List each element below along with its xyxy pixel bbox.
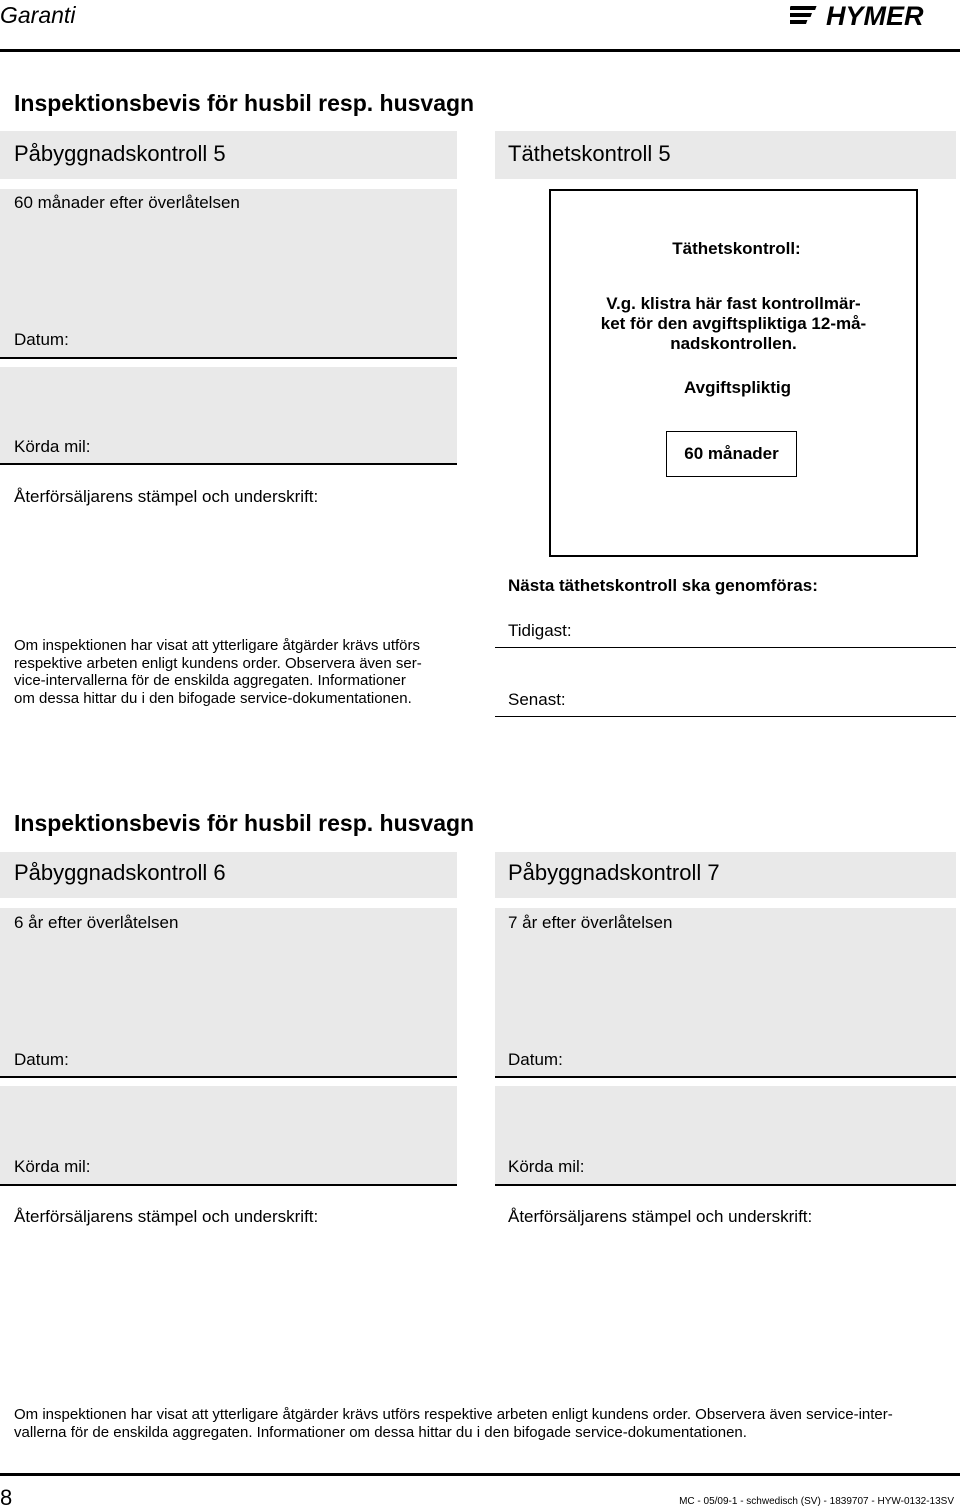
doc-code: MC - 05/09-1 - schwedisch (SV) - 1839707 - HYW-0132-13SV <box>679 1496 954 1507</box>
pk6-datum-line <box>0 1076 457 1078</box>
pk7-korda-line <box>495 1184 956 1186</box>
bottom-note-line: vallerna för de enskilda aggregaten. Informationer om dessa hittar du i den bifogade service-dokumentationen. <box>14 1423 747 1441</box>
bottom-note-line: Om inspektionen har visat att ytterligare åtgärder krävs utförs respektive arbeten enligt kundens order. Observera även service-inter- <box>14 1406 893 1423</box>
pk6-title: Påbyggnadskontroll 6 <box>14 860 226 885</box>
bottom-note <box>14 1406 954 1441</box>
page-number: 8 <box>0 1485 13 1510</box>
pk5-subtitle: 60 månader efter överlåtelsen <box>14 193 240 212</box>
tk5-title: Täthetskontroll 5 <box>508 141 671 166</box>
top-note-line: om dessa hittar du i den bifogade service-dokumentationen. <box>14 689 412 707</box>
pk5-korda-line <box>0 463 457 465</box>
top-note <box>14 637 454 707</box>
pk6-korda-line <box>0 1184 457 1186</box>
pk7-korda-label: Körda mil: <box>508 1157 585 1176</box>
top-note-line: Om inspektionen har visat att ytterligare åtgärder krävs utförs <box>14 637 421 654</box>
hymer-logo-text: HYMER <box>826 2 924 28</box>
pk6-korda-label: Körda mil: <box>14 1157 91 1176</box>
pk7-stamp-label: Återförsäljarens stämpel och underskrift: <box>508 1207 813 1226</box>
section-title-bottom: Inspektionsbevis för husbil resp. husvagn <box>14 810 475 836</box>
pk6-subtitle: 6 år efter överlåtelsen <box>14 913 179 932</box>
top-note-line: respektive arbeten enligt kundens order. Observera även ser- <box>14 654 422 672</box>
page-header-title: Garanti <box>0 2 76 28</box>
pk7-datum-label: Datum: <box>508 1050 563 1069</box>
section-title-top: Inspektionsbevis för husbil resp. husvagn <box>14 90 475 116</box>
tk5-latest-label: Senast: <box>508 690 566 709</box>
tk5-months-label: 60 månader <box>684 444 779 463</box>
pk6-stamp-label: Återförsäljarens stämpel och underskrift: <box>14 1207 319 1226</box>
pk5-korda-label: Körda mil: <box>14 437 91 456</box>
pk6-datum-label: Datum: <box>14 1050 69 1069</box>
tk5-earliest-label: Tidigast: <box>508 621 572 640</box>
pk5-datum-label: Datum: <box>14 330 69 349</box>
hymer-logo <box>790 2 958 28</box>
tk5-months-box <box>666 431 797 477</box>
pk7-title: Påbyggnadskontroll 7 <box>508 860 720 885</box>
tk5-box-note-line: ket för den avgiftspliktiga 12-må- <box>600 314 867 333</box>
tk5-box-note-line: nadskontrollen. <box>670 334 797 353</box>
pk5-stamp-label: Återförsäljarens stämpel och underskrift: <box>14 487 319 506</box>
pk5-title: Påbyggnadskontroll 5 <box>14 141 226 166</box>
tk5-box-note <box>551 294 916 354</box>
pk7-datum-line <box>495 1076 956 1078</box>
header-rule <box>0 49 960 52</box>
footer-rule <box>0 1473 960 1476</box>
tk5-earliest-line <box>495 647 956 648</box>
tk5-fee-label: Avgiftspliktig <box>683 378 792 397</box>
tk5-box-heading: Täthetskontroll: <box>672 239 801 258</box>
tk5-latest-line <box>495 716 956 717</box>
pk7-subtitle: 7 år efter överlåtelsen <box>508 913 673 932</box>
tk5-next-label: Nästa täthetskontroll ska genomföras: <box>508 576 818 595</box>
pk7-date-field <box>495 908 956 1077</box>
top-note-line: vice-intervallerna för de enskilda aggregaten. Informationer <box>14 672 406 689</box>
tk5-box-note-line: V.g. klistra här fast kontrollmär- <box>606 294 861 313</box>
tk5-sticker-box <box>549 189 918 557</box>
pk5-datum-line <box>0 357 457 359</box>
